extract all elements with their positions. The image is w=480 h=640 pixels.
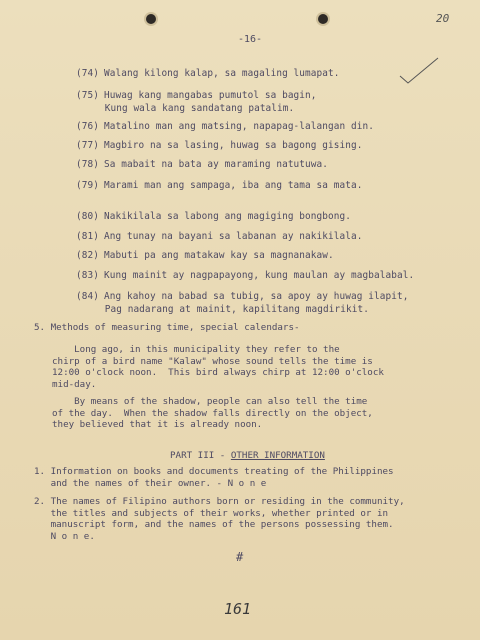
proverb-79	[76, 180, 363, 193]
proverb-number: (75)	[76, 90, 99, 101]
proverb-75	[76, 90, 317, 115]
section-5-paragraph-1: Long ago, in this municipality they refer to the chirp of a bird name "Kalaw" whose sound tells the time is 12:00 o'clock noon. This bird always chirp at 12:00 o'clock mid-day.	[52, 344, 384, 390]
proverb-text: Walang kilong kalap, sa magaling lumapat.	[104, 68, 340, 79]
proverb-74	[76, 68, 340, 81]
proverb-number: (80)	[76, 211, 99, 222]
check-mark-icon	[398, 56, 440, 86]
proverb-text: Ang kahoy na babad sa tubig, sa apoy ay huwag ilapit, Pag nadarang at mainit, kapilitang magdirikit.	[104, 291, 409, 315]
section-5-heading: 5. Methods of measuring time, special calendars-	[34, 322, 300, 333]
proverb-text: Magbiro na sa lasing, huwag sa bagong gising.	[104, 140, 363, 151]
proverb-number: (77)	[76, 140, 99, 151]
proverb-83	[76, 270, 414, 283]
proverb-text: Huwag kang mangabas pumutol sa bagin, Kung wala kang sandatang patalim.	[104, 90, 317, 114]
proverb-text: Nakikilala sa labong ang magiging bongbong.	[104, 211, 352, 222]
part-3-heading	[170, 450, 325, 461]
proverb-82	[76, 250, 334, 263]
pencil-page-number: 20	[436, 12, 450, 25]
section-5-paragraph-2: By means of the shadow, people can also tell the time of the day. When the shadow falls directly on the object, they believed that it is already noon.	[52, 396, 373, 430]
proverb-number: (83)	[76, 270, 99, 281]
proverb-text: Matalino man ang matsing, napapag-lalangan din.	[104, 121, 374, 132]
other-info-number: 1.	[34, 466, 46, 477]
proverb-81	[76, 231, 363, 244]
proverb-number: (79)	[76, 180, 99, 191]
punch-hole-left	[146, 14, 156, 24]
proverb-text: Marami man ang sampaga, iba ang tama sa mata.	[104, 180, 363, 191]
part-3-title: OTHER INFORMATION	[230, 450, 325, 461]
part-3-prefix: PART III -	[170, 450, 231, 461]
proverb-77	[76, 140, 363, 153]
proverb-76	[76, 121, 374, 134]
handwritten-page-number: 161	[224, 600, 252, 618]
proverb-78	[76, 159, 328, 172]
proverb-text: Ang tunay na bayani sa labanan ay nakikilala.	[104, 231, 363, 242]
other-info-item-1	[34, 466, 394, 489]
other-info-number: 2.	[34, 496, 46, 507]
proverb-number: (84)	[76, 291, 99, 302]
proverb-84	[76, 291, 408, 316]
proverb-text: Mabuti pa ang matakaw kay sa magnanakaw.	[104, 250, 334, 261]
proverb-number: (76)	[76, 121, 99, 132]
proverb-number: (81)	[76, 231, 99, 242]
proverb-number: (82)	[76, 250, 99, 261]
end-mark: #	[236, 550, 244, 564]
proverb-text: Sa mabait na bata ay maraming natutuwa.	[104, 159, 329, 170]
other-info-text: Information on books and documents treating of the Philippines and the names of their owner. - N o n e	[50, 466, 394, 489]
other-info-item-2	[34, 496, 405, 542]
punch-hole-right	[318, 14, 328, 24]
proverb-number: (78)	[76, 159, 99, 170]
proverb-text: Kung mainit ay nagpapayong, kung maulan ay magbalabal.	[104, 270, 415, 281]
proverb-80	[76, 211, 351, 224]
proverb-number: (74)	[76, 68, 99, 79]
other-info-text: The names of Filipino authors born or residing in the community, the titles and subjects of their works, whether printed or in manuscript form, and the names of the persons possessing them. N o n e.	[50, 496, 405, 542]
page-number: -16-	[238, 34, 263, 45]
